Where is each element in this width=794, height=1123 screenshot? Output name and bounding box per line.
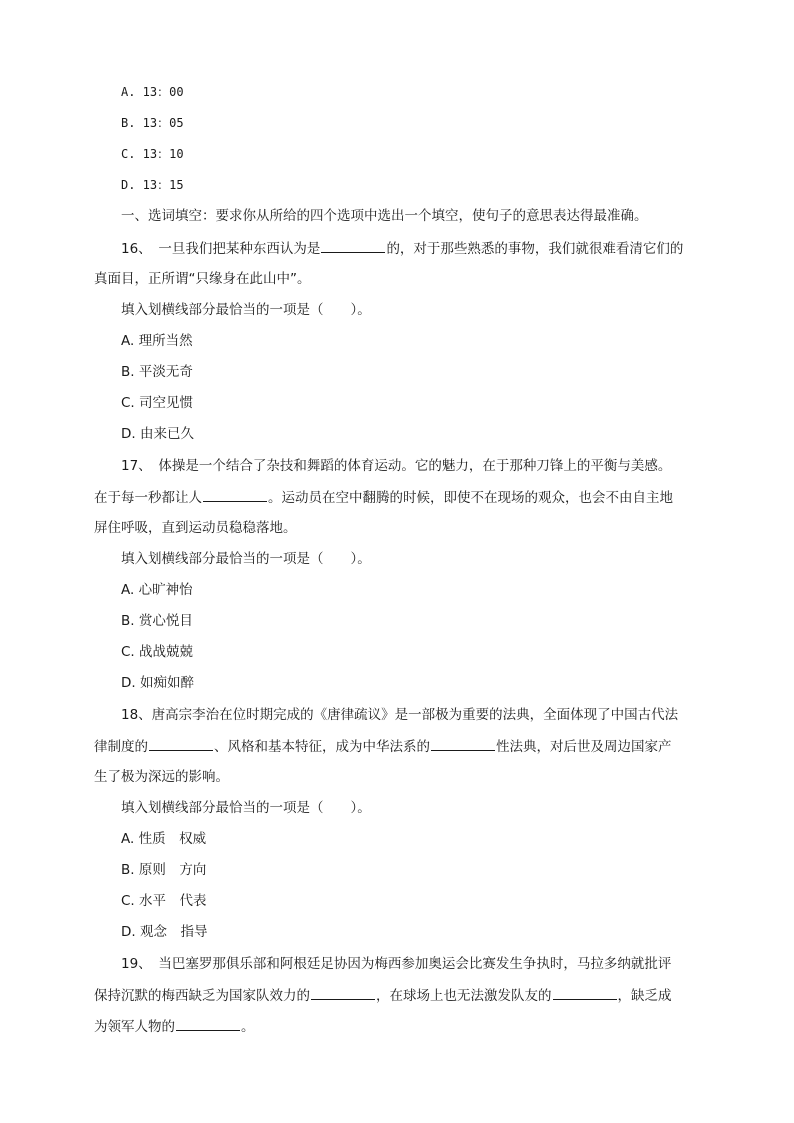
q19-line-1: 19、 当巴塞罗那俱乐部和阿根廷足协因为梅西参加奥运会比赛发生争执时，马拉多纳就批评: [121, 956, 672, 972]
q19-text-c: ，缺乏成: [617, 988, 672, 1004]
answer-blank: [311, 985, 375, 1000]
q17-line-1: 17、 体操是一个结合了杂技和舞蹈的体育运动。它的魅力，在于那种刀锋上的平衡与美感。: [121, 458, 672, 474]
q18-text-b: 、风格和基本特征，成为中华法系的: [214, 739, 430, 755]
q19-line-3: [94, 1016, 255, 1037]
q17-prompt: 填入划横线部分最恰当的一项是（ ）。: [121, 551, 371, 567]
q16-option-d: D. 由来已久: [121, 426, 194, 442]
q18-line-3: 生了极为深远的影响。: [94, 769, 229, 785]
q18-option-a: A. 性质 权威: [121, 831, 207, 847]
q16-text-b: 的，对于那些熟悉的事物，我们就很难看清它们的: [386, 241, 684, 257]
q17-option-a: A. 心旷神怡: [121, 582, 193, 598]
q19-text-d: 为领军人物的: [94, 1019, 175, 1035]
answer-blank: [203, 487, 267, 502]
q19-text-a: 保持沉默的梅西缺乏为国家队效力的: [94, 988, 310, 1004]
q16-option-b: B. 平淡无奇: [121, 364, 193, 380]
q18-option-d: D. 观念 指导: [121, 924, 208, 940]
prev-option-a: A. 13：00: [121, 85, 184, 99]
q17-line-2: [94, 487, 673, 508]
q16-option-a: A. 理所当然: [121, 333, 193, 349]
q16-line-2: 真面目，正所谓“只缘身在此山中”。: [94, 271, 311, 287]
q17-text-a: 在于每一秒都让人: [94, 490, 202, 506]
q17-line-3: 屏住呼吸，直到运动员稳稳落地。: [94, 520, 297, 536]
q16-option-c: C. 司空见惯: [121, 395, 194, 411]
answer-blank: [431, 736, 495, 751]
answer-blank: [321, 238, 385, 253]
q18-prompt: 填入划横线部分最恰当的一项是（ ）。: [121, 800, 371, 816]
section-title: 一、选词填空：要求你从所给的四个选项中选出一个填空，使句子的意思表达得最准确。: [121, 208, 648, 224]
answer-blank: [149, 736, 213, 751]
q19-line-2: [94, 985, 672, 1006]
prev-option-d: D. 13：15: [121, 178, 184, 192]
q16-text-a: 16、 一旦我们把某种东西认为是: [121, 241, 321, 257]
q18-line-2: [94, 736, 672, 757]
q17-option-b: B. 赏心悦目: [121, 613, 193, 629]
q18-text-a: 律制度的: [94, 739, 148, 755]
q18-text-c: 性法典，对后世及周边国家产: [496, 739, 672, 755]
q19-text-e: 。: [241, 1019, 255, 1035]
q19-text-b: ，在球场上也无法激发队友的: [376, 988, 552, 1004]
q17-text-b: 。运动员在空中翻腾的时候，即使不在现场的观众，也会不由自主地: [268, 490, 673, 506]
prev-option-b: B. 13：05: [121, 116, 184, 130]
prev-option-c: C. 13：10: [121, 147, 184, 161]
q18-option-c: C. 水平 代表: [121, 893, 207, 909]
q17-option-d: D. 如痴如醉: [121, 675, 194, 691]
answer-blank: [553, 985, 617, 1000]
q17-option-c: C. 战战兢兢: [121, 644, 194, 660]
answer-blank: [176, 1016, 240, 1031]
q16-prompt: 填入划横线部分最恰当的一项是（ ）。: [121, 302, 371, 318]
q18-line-1: 18、唐高宗李治在位时期完成的《唐律疏议》是一部极为重要的法典，全面体现了中国古代法: [121, 707, 679, 723]
q18-option-b: B. 原则 方向: [121, 862, 207, 878]
q16-line-1: [121, 238, 683, 259]
